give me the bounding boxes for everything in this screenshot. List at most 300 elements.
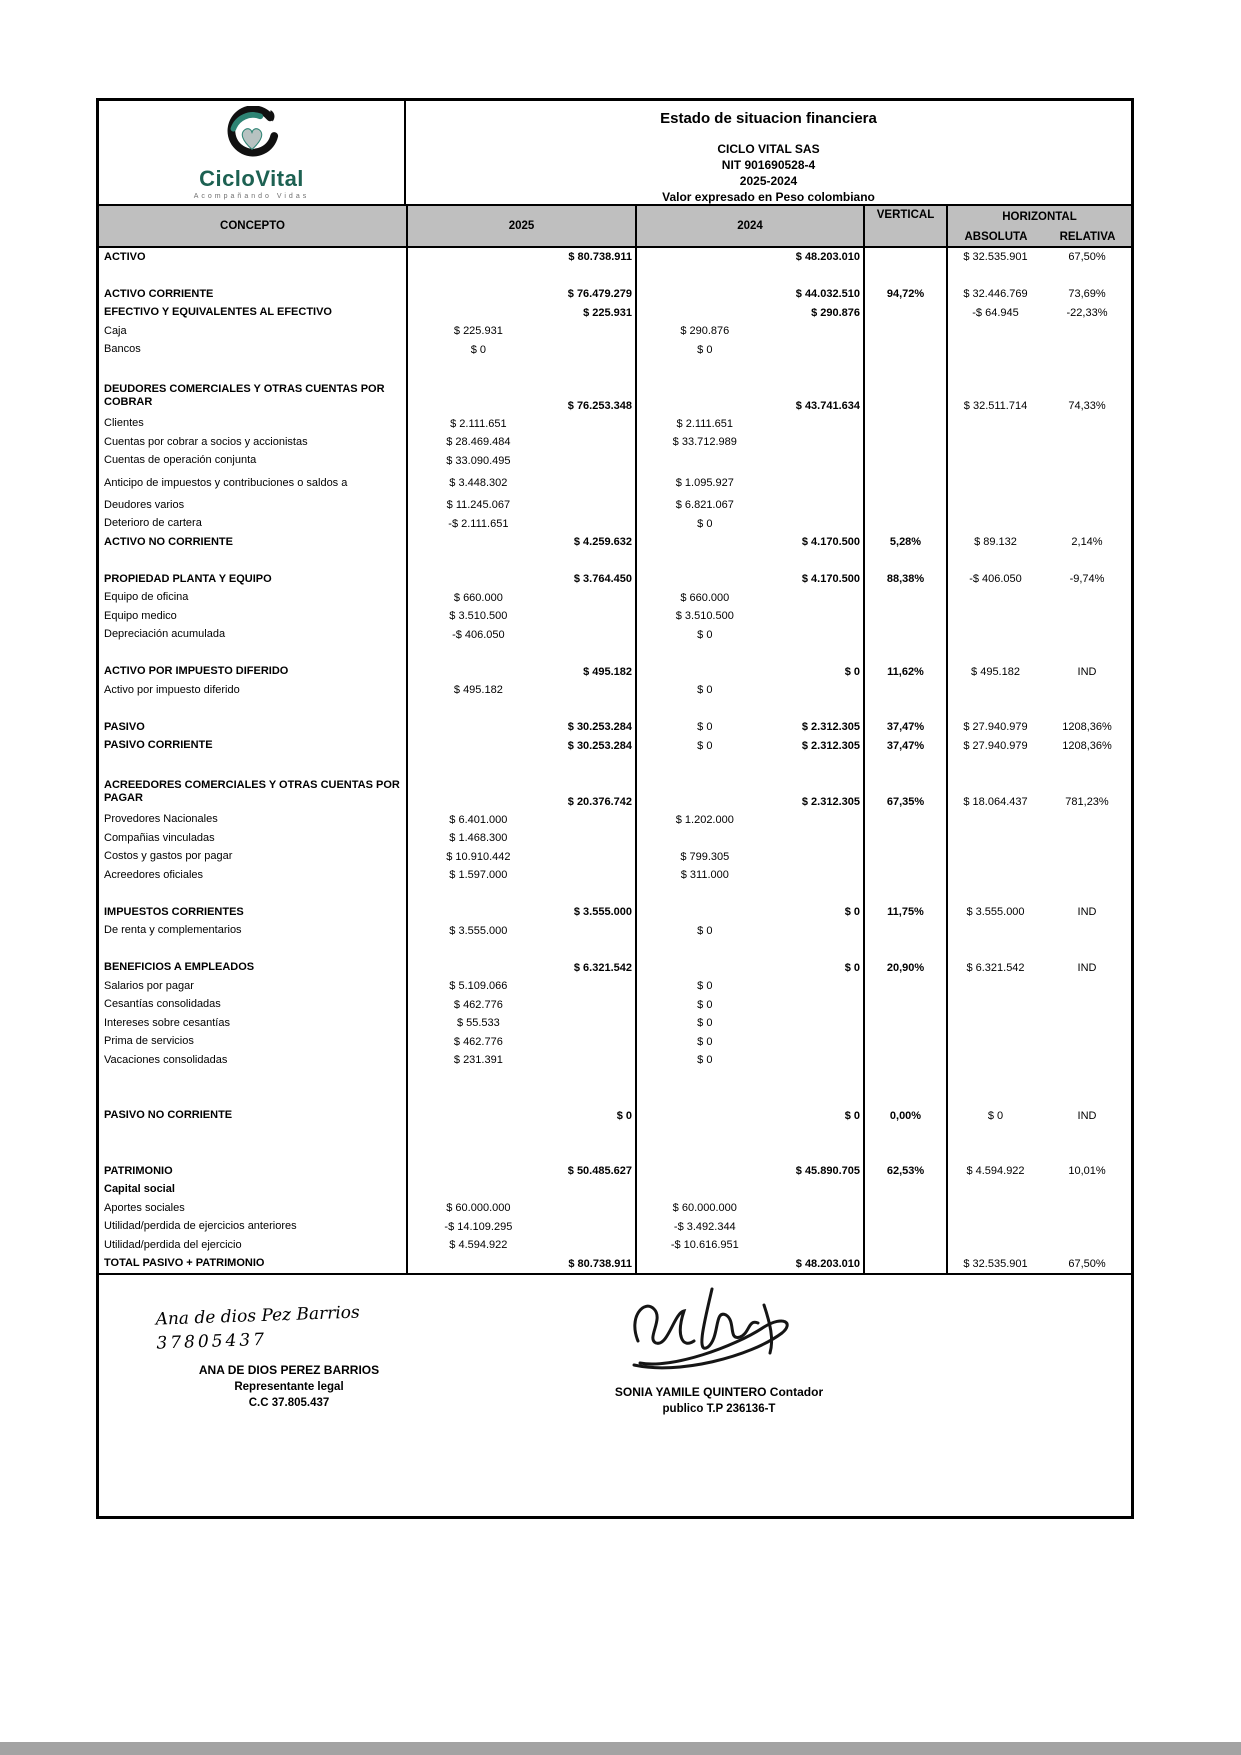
cell-absoluta <box>946 829 1043 848</box>
cell-concepto: Provedores Nacionales <box>104 813 218 826</box>
cell-2025: $ 30.253.284 <box>406 718 635 737</box>
cell-2025: $ 3.764.450 <box>406 570 635 589</box>
cell-concepto: PASIVO <box>104 720 145 733</box>
cell-concepto <box>99 940 406 959</box>
cell-relativa <box>1043 644 1131 663</box>
cell-concepto: Bancos <box>104 343 141 356</box>
cell-vertical <box>863 1070 946 1089</box>
cell-absoluta <box>946 322 1043 341</box>
cell-2024 <box>635 267 863 286</box>
cell-absoluta: $ 32.535.901 <box>946 1255 1043 1274</box>
cell-concepto: Utilidad/perdida del ejercicio <box>104 1238 242 1251</box>
cell-concepto: Acreedores oficiales <box>104 868 204 881</box>
cell-vertical <box>863 267 946 286</box>
cell-2025: $ 1.468.300 <box>406 829 635 848</box>
table-row <box>99 1181 1131 1200</box>
cell-2025: $ 20.376.742 <box>406 774 635 811</box>
cell-absoluta <box>946 433 1043 452</box>
cell-2025 <box>406 755 635 774</box>
cell-vertical <box>863 1181 946 1200</box>
cell-vertical <box>863 681 946 700</box>
cell-vertical <box>863 470 946 496</box>
cell-2024: $ 0 <box>635 663 863 682</box>
cell-vertical <box>863 700 946 719</box>
cell-2025 <box>406 1181 635 1200</box>
cell-vertical <box>863 1033 946 1052</box>
cell-concepto: Clientes <box>104 417 144 430</box>
cell-2024 <box>635 885 863 904</box>
cell-2025 <box>406 552 635 571</box>
cell-absoluta <box>946 607 1043 626</box>
cell-concepto: Caja <box>104 324 127 337</box>
cell-2025: $ 2.111.651 <box>406 415 635 434</box>
cell-absoluta: $ 18.064.437 <box>946 774 1043 811</box>
cell-2024: $ 0 <box>635 1051 863 1070</box>
table-row <box>99 552 1131 571</box>
table-row <box>99 755 1131 774</box>
cell-2024: $ 48.203.010 <box>635 248 863 267</box>
cell-vertical: 20,90% <box>863 959 946 978</box>
cell-vertical <box>863 359 946 378</box>
cell-2024: $ 48.203.010 <box>635 1255 863 1274</box>
cell-absoluta <box>946 1181 1043 1200</box>
brand-name: CicloVital <box>199 165 304 191</box>
currency-note: Valor expresado en Peso colombiano <box>662 190 875 204</box>
cell-vertical <box>863 996 946 1015</box>
cell-2024: -$ 3.492.344 <box>635 1218 863 1237</box>
cell-vertical <box>863 589 946 608</box>
cell-2025 <box>406 1125 635 1144</box>
cell-2024: -$ 10.616.951 <box>635 1236 863 1255</box>
table-row <box>99 996 1131 1015</box>
cell-absoluta <box>946 1236 1043 1255</box>
signer-name: ANA DE DIOS PEREZ BARRIOS <box>198 1363 380 1377</box>
cell-concepto: ACTIVO POR IMPUESTO DIFERIDO <box>104 665 289 678</box>
cell-absoluta <box>946 1218 1043 1237</box>
cell-2025: $ 6.321.542 <box>406 959 635 978</box>
cell-relativa <box>1043 1236 1131 1255</box>
cell-2024 <box>635 644 863 663</box>
handwritten-signature-left: Ana de dios Pez Barrios 37805437 <box>155 1302 361 1354</box>
accountant-name: SONIA YAMILE QUINTERO Contador <box>614 1385 824 1399</box>
cell-concepto: Deudores varios <box>104 498 185 511</box>
logo-cell <box>99 101 406 204</box>
cell-relativa <box>1043 829 1131 848</box>
cell-2025 <box>406 267 635 286</box>
cell-concepto: PASIVO CORRIENTE <box>104 739 213 752</box>
cell-absoluta <box>946 589 1043 608</box>
cell-absoluta <box>946 1051 1043 1070</box>
cell-vertical <box>863 1236 946 1255</box>
table-row <box>99 718 1131 737</box>
table-row <box>99 452 1131 471</box>
cell-relativa: 67,50% <box>1068 251 1106 264</box>
cell-2024: $ 0 $ 2.312.305 <box>635 737 863 756</box>
table-row <box>99 1236 1131 1255</box>
cell-relativa <box>1043 1181 1131 1200</box>
cell-2025: $ 60.000.000 <box>406 1199 635 1218</box>
cell-2025: $ 30.253.284 <box>406 737 635 756</box>
cell-concepto <box>99 1070 406 1089</box>
cell-concepto: De renta y complementarios <box>104 924 242 937</box>
cell-concepto: Cuentas por cobrar a socios y accionistas <box>104 435 308 448</box>
table-row <box>99 700 1131 719</box>
table-row <box>99 1199 1131 1218</box>
cell-vertical <box>863 1218 946 1237</box>
cell-2025: $ 11.245.067 <box>406 496 635 515</box>
table-row <box>99 322 1131 341</box>
table-row <box>99 607 1131 626</box>
cell-2024 <box>635 829 863 848</box>
table-row <box>99 570 1131 589</box>
cell-relativa <box>1043 341 1131 360</box>
table-row <box>99 1107 1131 1126</box>
cell-2024: $ 60.000.000 <box>635 1199 863 1218</box>
cell-2024: $ 0 $ 2.312.305 <box>635 718 863 737</box>
cell-concepto: PASIVO NO CORRIENTE <box>104 1109 233 1122</box>
cell-vertical: 67,35% <box>863 774 946 811</box>
cell-absoluta: $ 32.535.901 <box>946 248 1043 267</box>
cell-absoluta <box>946 996 1043 1015</box>
cell-vertical: 0,00% <box>863 1107 946 1126</box>
cell-relativa: 781,23% <box>1065 795 1109 808</box>
cell-relativa <box>1043 996 1131 1015</box>
cell-absoluta <box>946 1014 1043 1033</box>
table-row <box>99 285 1131 304</box>
cell-vertical <box>863 415 946 434</box>
cell-relativa <box>1043 866 1131 885</box>
cell-2025: $ 50.485.627 <box>406 1162 635 1181</box>
cell-concepto: Prima de servicios <box>104 1035 194 1048</box>
cell-concepto: PATRIMONIO <box>104 1164 173 1177</box>
cell-absoluta <box>946 1125 1043 1144</box>
cell-relativa <box>1043 700 1131 719</box>
table-row <box>99 1125 1131 1144</box>
cell-2025 <box>406 644 635 663</box>
cell-relativa <box>1043 589 1131 608</box>
cell-concepto: TOTAL PASIVO + PATRIMONIO <box>104 1257 265 1270</box>
cell-2025: $ 3.510.500 <box>406 607 635 626</box>
cell-vertical: 5,28% <box>863 533 946 552</box>
cell-vertical <box>863 811 946 830</box>
cell-relativa <box>1043 1033 1131 1052</box>
cell-vertical <box>863 626 946 645</box>
cell-vertical: 88,38% <box>863 570 946 589</box>
cell-2024: $ 45.890.705 <box>635 1162 863 1181</box>
cell-concepto: Cuentas de operación conjunta <box>104 454 257 467</box>
table-row <box>99 866 1131 885</box>
table-row <box>99 1162 1131 1181</box>
table-row <box>99 515 1131 534</box>
cell-vertical <box>863 452 946 471</box>
cell-vertical <box>863 1014 946 1033</box>
statement-table-body <box>99 248 1131 1273</box>
cell-2025: $ 33.090.495 <box>406 452 635 471</box>
cell-relativa <box>1043 1051 1131 1070</box>
cell-relativa <box>1043 1125 1131 1144</box>
cell-relativa <box>1043 452 1131 471</box>
cell-concepto: BENEFICIOS A EMPLEADOS <box>104 961 255 974</box>
ciclovital-logo-icon <box>219 106 285 168</box>
cell-absoluta <box>946 885 1043 904</box>
cell-relativa <box>1043 922 1131 941</box>
cell-absoluta: $ 27.940.979 <box>946 737 1043 756</box>
cell-absoluta: $ 495.182 <box>946 663 1043 682</box>
cell-concepto: EFECTIVO Y EQUIVALENTES AL EFECTIVO <box>104 306 332 319</box>
cell-vertical: 62,53% <box>863 1162 946 1181</box>
cell-absoluta: -$ 64.945 <box>946 304 1043 323</box>
table-row <box>99 248 1131 267</box>
cell-concepto <box>99 644 406 663</box>
table-row <box>99 433 1131 452</box>
column-relativa: RELATIVA <box>1059 230 1116 243</box>
cell-2025: $ 3.448.302 <box>406 470 635 496</box>
cell-2025: $ 4.259.632 <box>406 533 635 552</box>
cell-2025: $ 462.776 <box>406 996 635 1015</box>
cell-absoluta: -$ 406.050 <box>946 570 1043 589</box>
cell-absoluta <box>946 866 1043 885</box>
cell-concepto: ACTIVO <box>104 250 146 263</box>
cell-2025: $ 3.555.000 <box>406 922 635 941</box>
cell-concepto: Anticipo de impuestos y contribuciones o saldos a <box>104 476 348 489</box>
cell-concepto <box>99 1088 406 1107</box>
cell-absoluta <box>946 1033 1043 1052</box>
cell-2025: -$ 2.111.651 <box>406 515 635 534</box>
cell-relativa <box>1043 626 1131 645</box>
cell-relativa <box>1043 1014 1131 1033</box>
cell-concepto: Aportes sociales <box>104 1201 185 1214</box>
cell-2025: -$ 14.109.295 <box>406 1218 635 1237</box>
table-row <box>99 922 1131 941</box>
cell-relativa: 10,01% <box>1068 1165 1106 1178</box>
cell-2024: $ 0 <box>635 922 863 941</box>
cell-2025 <box>406 359 635 378</box>
cell-2025: $ 495.182 <box>406 681 635 700</box>
cell-concepto: ACTIVO CORRIENTE <box>104 287 214 300</box>
cell-2024: $ 44.032.510 <box>635 285 863 304</box>
cell-absoluta: $ 6.321.542 <box>946 959 1043 978</box>
cell-2024 <box>635 1144 863 1163</box>
cell-concepto: Vacaciones consolidadas <box>104 1053 228 1066</box>
legal-representative-signature-block <box>144 1303 434 1409</box>
cell-concepto: Compañias vinculadas <box>104 831 215 844</box>
cell-relativa: -22,33% <box>1066 306 1108 319</box>
cell-concepto: DEUDORES COMERCIALES Y OTRAS CUENTAS POR COBRAR <box>104 383 385 408</box>
cell-absoluta <box>946 626 1043 645</box>
table-row <box>99 341 1131 360</box>
cell-absoluta <box>946 496 1043 515</box>
cell-vertical <box>863 496 946 515</box>
table-row <box>99 1070 1131 1089</box>
cell-relativa: 67,50% <box>1068 1257 1106 1270</box>
cell-absoluta <box>946 644 1043 663</box>
cell-absoluta <box>946 552 1043 571</box>
cell-2025: -$ 406.050 <box>406 626 635 645</box>
cell-relativa <box>1043 496 1131 515</box>
cell-vertical <box>863 304 946 323</box>
cell-relativa: IND <box>1077 906 1097 919</box>
cell-relativa: 1208,36% <box>1062 721 1112 734</box>
cell-concepto <box>99 552 406 571</box>
cell-vertical: 94,72% <box>863 285 946 304</box>
period: 2025-2024 <box>739 174 798 188</box>
company-nit: NIT 901690528-4 <box>721 158 816 172</box>
cell-concepto: PROPIEDAD PLANTA Y EQUIPO <box>104 572 272 585</box>
cell-concepto: Deterioro de cartera <box>104 517 202 530</box>
statement-document <box>96 98 1134 1519</box>
table-row <box>99 626 1131 645</box>
cell-vertical <box>863 1125 946 1144</box>
cell-absoluta <box>946 470 1043 496</box>
table-row <box>99 737 1131 756</box>
cell-relativa: -9,74% <box>1069 573 1105 586</box>
cell-vertical <box>863 1144 946 1163</box>
column-concepto: CONCEPTO <box>220 220 285 232</box>
cell-vertical <box>863 607 946 626</box>
cell-relativa <box>1043 1088 1131 1107</box>
cell-relativa <box>1043 811 1131 830</box>
cell-absoluta <box>946 755 1043 774</box>
cell-relativa <box>1043 681 1131 700</box>
table-row <box>99 267 1131 286</box>
statement-title: Estado de situacion financiera <box>660 110 877 127</box>
cell-concepto: Depreciación acumulada <box>104 628 226 641</box>
cell-absoluta: $ 32.446.769 <box>946 285 1043 304</box>
table-row <box>99 663 1131 682</box>
table-row <box>99 644 1131 663</box>
cell-concepto: Costos y gastos por pagar <box>104 850 233 863</box>
cell-2024: $ 2.111.651 <box>635 415 863 434</box>
column-vertical: VERTICAL <box>863 206 946 246</box>
column-horizontal-group <box>946 206 1131 246</box>
cell-2024: $ 0 <box>635 515 863 534</box>
cell-relativa <box>1043 885 1131 904</box>
cell-vertical <box>863 940 946 959</box>
cell-absoluta <box>946 700 1043 719</box>
cell-2024: $ 2.312.305 <box>635 774 863 811</box>
cell-2025: $ 3.555.000 <box>406 903 635 922</box>
cell-2024: $ 290.876 <box>635 322 863 341</box>
table-row <box>99 589 1131 608</box>
cell-2025: $ 5.109.066 <box>406 977 635 996</box>
cell-vertical <box>863 341 946 360</box>
cell-2024: $ 0 <box>635 1033 863 1052</box>
cell-relativa <box>1043 940 1131 959</box>
cell-absoluta <box>946 848 1043 867</box>
table-row <box>99 848 1131 867</box>
cell-vertical <box>863 1051 946 1070</box>
signature-area <box>99 1273 1131 1516</box>
table-row <box>99 903 1131 922</box>
cell-2024: $ 799.305 <box>635 848 863 867</box>
cell-2025 <box>406 940 635 959</box>
cell-absoluta <box>946 681 1043 700</box>
cell-2025 <box>406 885 635 904</box>
cell-absoluta: $ 3.555.000 <box>946 903 1043 922</box>
cell-relativa <box>1043 848 1131 867</box>
cell-vertical <box>863 433 946 452</box>
cell-2025: $ 225.931 <box>406 322 635 341</box>
cell-absoluta <box>946 1144 1043 1163</box>
column-2025: 2025 <box>406 206 635 246</box>
cell-absoluta <box>946 341 1043 360</box>
cell-2024: $ 660.000 <box>635 589 863 608</box>
cell-relativa: IND <box>1077 961 1097 974</box>
cell-absoluta: $ 0 <box>946 1107 1043 1126</box>
cell-vertical <box>863 515 946 534</box>
bottom-bar <box>0 1742 1241 1755</box>
cell-2024: $ 0 <box>635 903 863 922</box>
table-row <box>99 533 1131 552</box>
cell-relativa <box>1043 359 1131 378</box>
table-row <box>99 378 1131 415</box>
table-row <box>99 415 1131 434</box>
cell-2025: $ 495.182 <box>406 663 635 682</box>
cell-vertical: 37,47% <box>863 718 946 737</box>
cell-relativa <box>1043 415 1131 434</box>
cell-2024: $ 0 <box>635 1014 863 1033</box>
cell-relativa: IND <box>1077 1109 1097 1122</box>
cell-vertical <box>863 829 946 848</box>
table-row <box>99 885 1131 904</box>
table-column-header <box>99 206 1131 248</box>
cell-absoluta <box>946 922 1043 941</box>
cell-2024: $ 33.712.989 <box>635 433 863 452</box>
cell-vertical: 11,75% <box>863 903 946 922</box>
cell-relativa <box>1043 1070 1131 1089</box>
cell-vertical <box>863 644 946 663</box>
company-name: CICLO VITAL SAS <box>717 142 820 156</box>
table-row <box>99 940 1131 959</box>
table-row <box>99 304 1131 323</box>
cell-2024 <box>635 1088 863 1107</box>
cell-2025: $ 10.910.442 <box>406 848 635 867</box>
title-block <box>406 101 1131 204</box>
cell-vertical <box>863 1255 946 1274</box>
cell-2024: $ 0 <box>635 959 863 978</box>
cell-2025 <box>406 700 635 719</box>
cell-2024: $ 6.821.067 <box>635 496 863 515</box>
cell-absoluta <box>946 1199 1043 1218</box>
cell-2025: $ 76.253.348 <box>406 378 635 415</box>
table-row <box>99 811 1131 830</box>
cell-vertical <box>863 848 946 867</box>
cell-vertical <box>863 866 946 885</box>
cell-2025 <box>406 1070 635 1089</box>
cell-2024 <box>635 700 863 719</box>
cell-relativa <box>1043 515 1131 534</box>
cell-2024 <box>635 1070 863 1089</box>
table-row <box>99 1218 1131 1237</box>
cell-concepto: Utilidad/perdida de ejercicios anteriores <box>104 1220 297 1233</box>
table-row <box>99 1014 1131 1033</box>
cell-2025: $ 0 <box>406 1107 635 1126</box>
cell-absoluta <box>946 267 1043 286</box>
cell-absoluta <box>946 452 1043 471</box>
cell-concepto: ACREEDORES COMERCIALES Y OTRAS CUENTAS POR PAGAR <box>104 779 400 804</box>
cell-2024: $ 0 <box>635 681 863 700</box>
cell-relativa <box>1043 1218 1131 1237</box>
cell-absoluta: $ 89.132 <box>946 533 1043 552</box>
accountant-id: publico T.P 236136-T <box>662 1403 776 1415</box>
cell-2024 <box>635 359 863 378</box>
cell-2024 <box>635 1181 863 1200</box>
cell-2024 <box>635 552 863 571</box>
table-row <box>99 1051 1131 1070</box>
cell-concepto <box>99 1144 406 1163</box>
cell-2025: $ 4.594.922 <box>406 1236 635 1255</box>
cell-2025: $ 231.391 <box>406 1051 635 1070</box>
